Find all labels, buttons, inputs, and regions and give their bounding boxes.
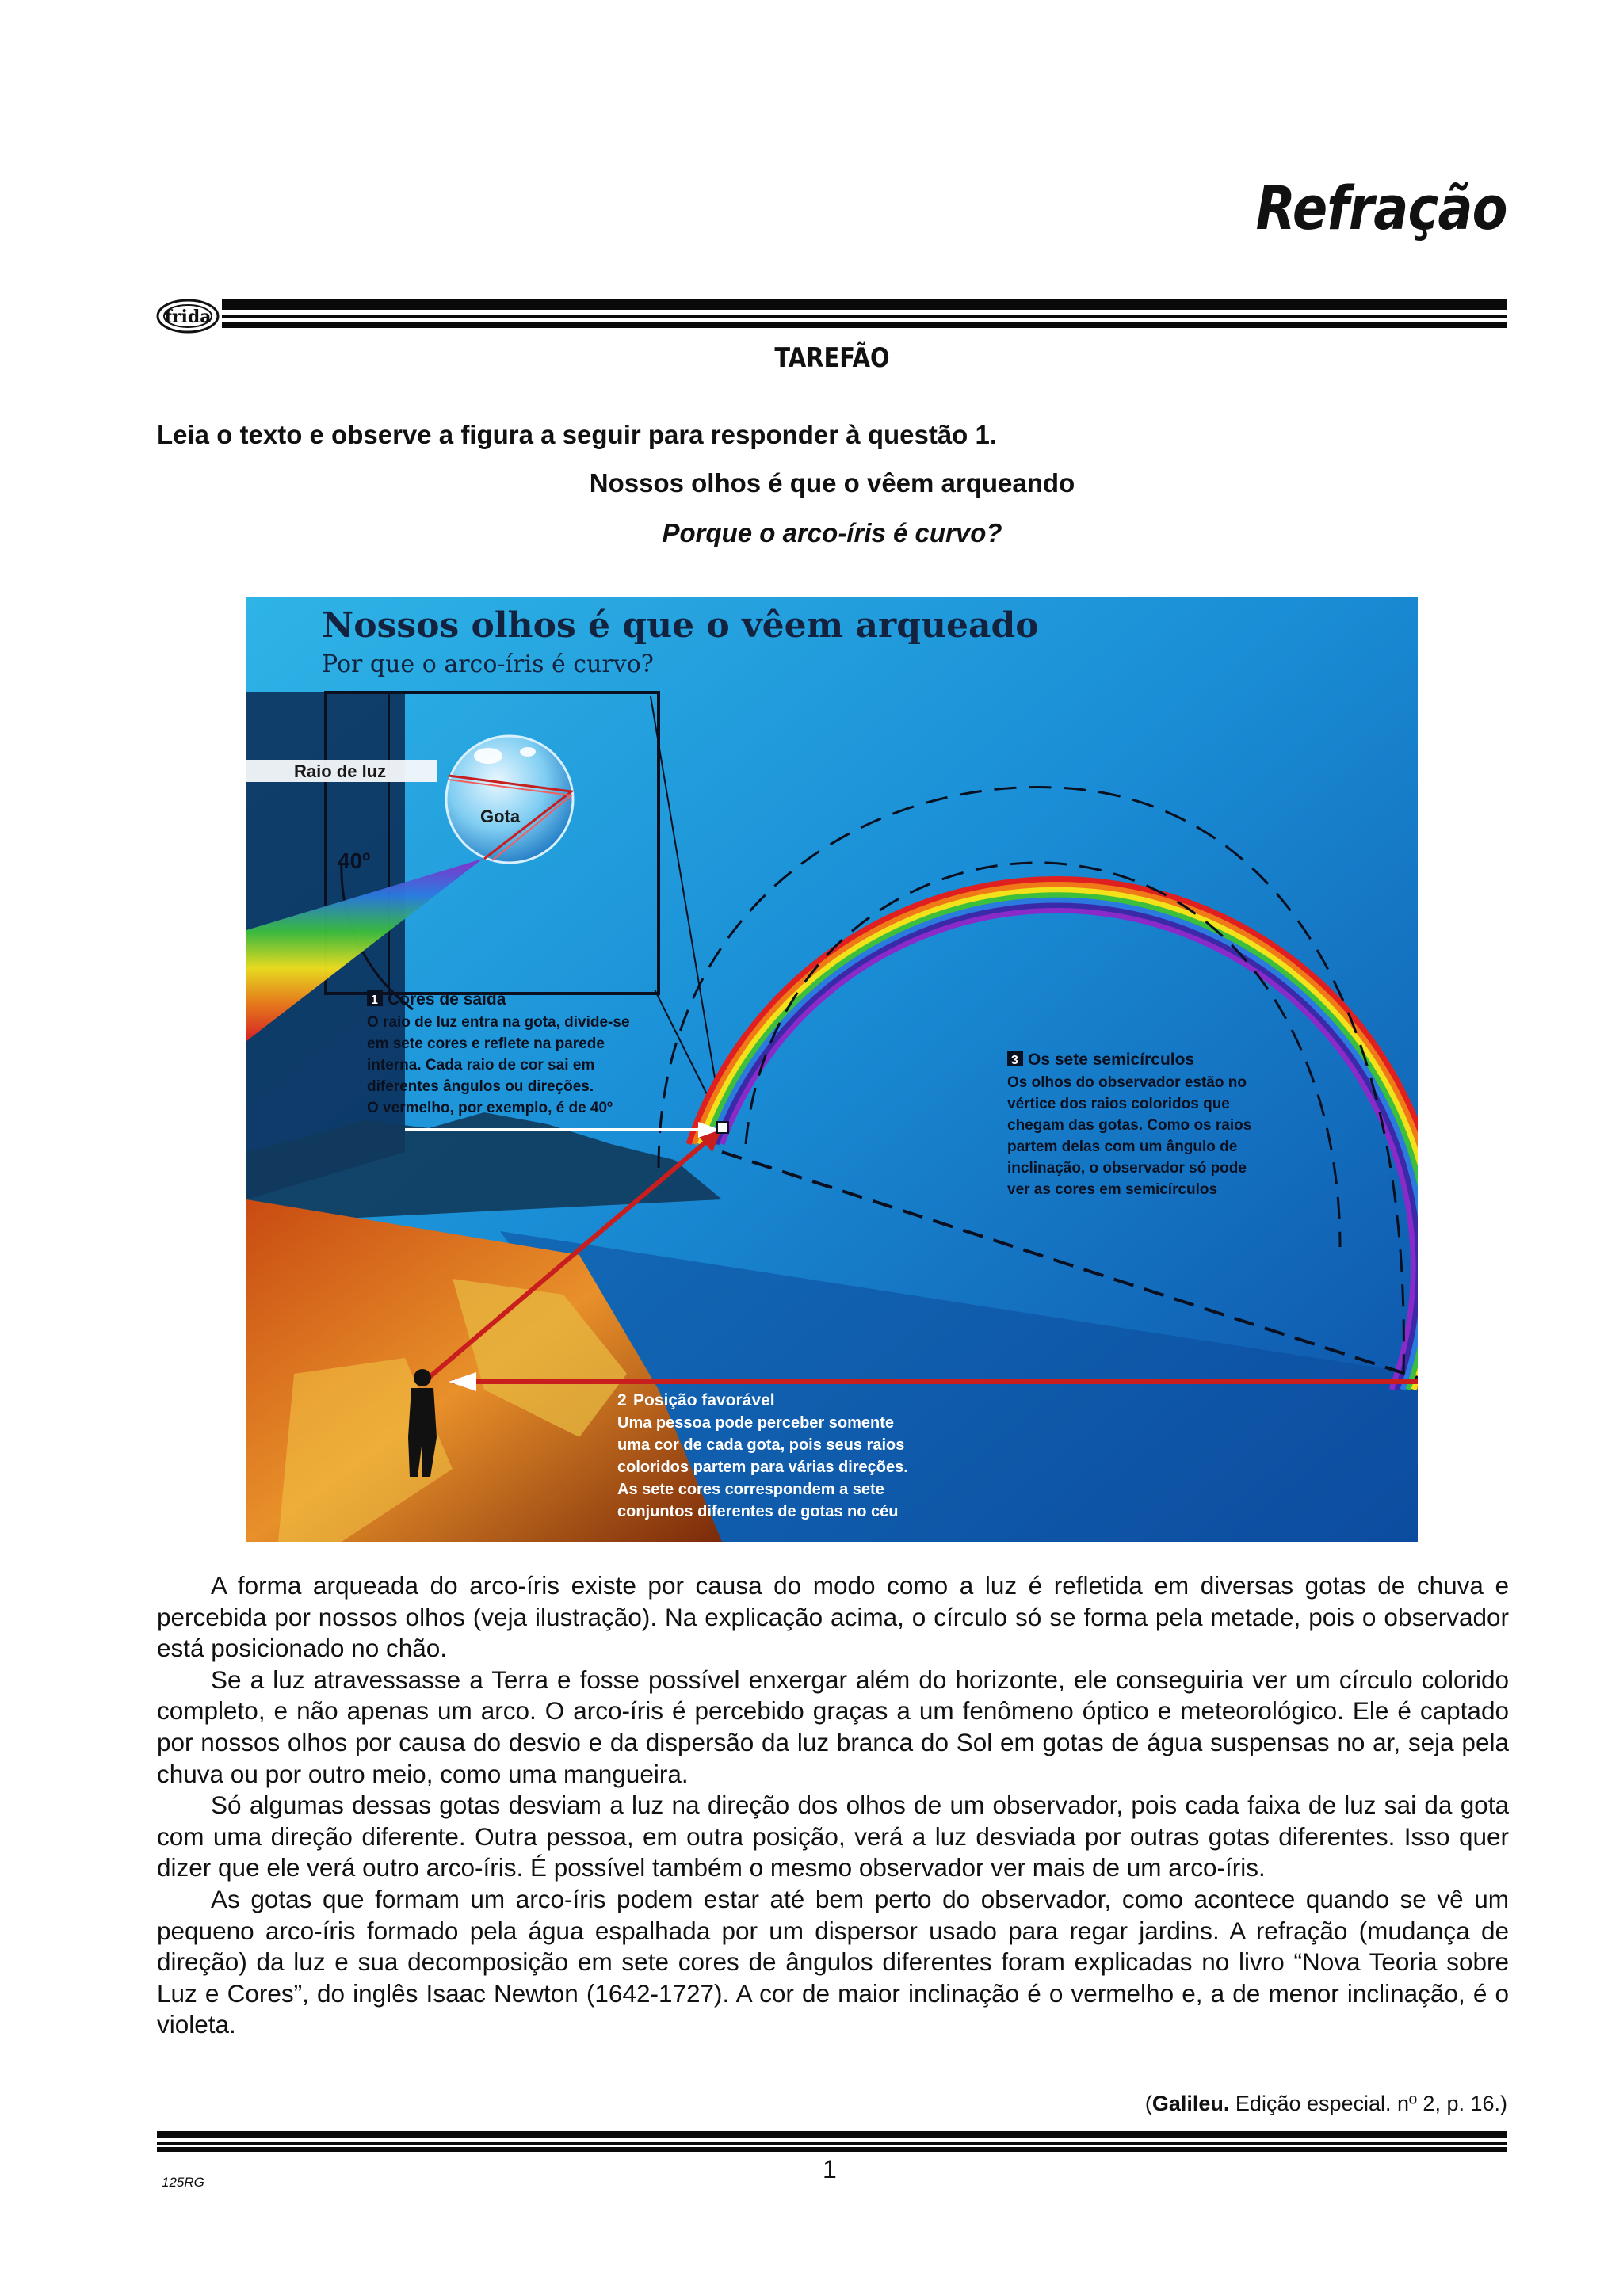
svg-text:inclinação, o observador só po: inclinação, o observador só pode (1007, 1160, 1247, 1177)
svg-text:em sete cores e reflete na par: em sete cores e reflete na parede (367, 1035, 605, 1052)
drop-label: Gota (480, 807, 521, 826)
angle-label: 40º (338, 849, 371, 873)
svg-text:O raio de luz entra na gota, d: O raio de luz entra na gota, divide-se (367, 1014, 630, 1031)
svg-text:partem delas com um ângulo de: partem delas com um ângulo de (1007, 1138, 1238, 1155)
article-body (157, 1570, 1509, 2041)
svg-text:As sete cores correspondem a s: As sete cores correspondem a sete (617, 1481, 884, 1498)
subtitle-question: Porque o arco-íris é curvo? (662, 518, 1002, 547)
figure-headline: Nossos olhos é que o vêem arqueado (322, 605, 1039, 646)
svg-text:ver as cores em semicírculos: ver as cores em semicírculos (1007, 1181, 1218, 1198)
page-title: Refração (1255, 173, 1507, 243)
footer-code: 125RG (162, 2175, 204, 2190)
paragraph: As gotas que formam um arco-íris podem estar até bem perto do observador, como acontece quando se vê um pequeno arco-íris formado pela água espalhada por um dispersor usado para regar jardins. A refração (mudança de direção) da luz e sua decomposição em sete cores de ângulos diferentes foram explicadas no livro “Nova Teoria sobre Luz e Cores”, do inglês Isaac Newton (1642-1727). A cor de maior inclinação é o vermelho e, a de menor inclinação, é o violeta. (157, 1884, 1509, 2039)
svg-text:interna. Cada raio de cor sai: interna. Cada raio de cor sai em (367, 1057, 595, 1074)
drop-marker (717, 1122, 728, 1133)
citation: (Galileu. Edição especial. nº 2, p. 16.) (1144, 2092, 1507, 2115)
rainbow-illustration (246, 597, 1418, 1542)
instruction-text: Leia o texto e observe a figura a seguir para responder à questão 1. (157, 420, 998, 449)
citation-source: Galileu. (1151, 2092, 1230, 2115)
svg-text:conjuntos diferentes de gotas: conjuntos diferentes de gotas no céu (617, 1503, 899, 1520)
header-rule (157, 299, 1507, 330)
ray-label: Raio de luz (294, 761, 387, 781)
paragraph: Se a luz atravessasse a Terra e fosse possível enxergar além do horizonte, ele conseguiria ver um círculo colorido completo, e não apenas um arco. O arco-íris é percebido graças a um fenômeno óptico e meteorológico. Ele é captado por nossos olhos por causa do desvio e da dispersão da luz branca do Sol em gotas de água suspensas no ar, seja pela chuva ou por outro meio, como uma mangueira. (157, 1665, 1509, 1788)
svg-text:3: 3 (1011, 1054, 1018, 1067)
svg-text:coloridos partem para várias d: coloridos partem para várias direções. (617, 1459, 908, 1476)
figure-question: Por que o arco-íris é curvo? (322, 650, 654, 678)
paragraph: Só algumas dessas gotas desviam a luz na direção dos olhos de um observador, pois cada faixa de luz sai da gota com uma direção diferente. Outra pessoa, em outra posição, verá a luz desviada por outras gotas diferentes. Isso quer dizer que ele verá outro arco-íris. É possível também o mesmo observador ver mais de um arco-íris. (157, 1791, 1509, 1882)
svg-text:1: 1 (371, 994, 378, 1007)
water-drop (446, 736, 573, 863)
svg-text:O vermelho, por exemplo, é de: O vermelho, por exemplo, é de 40º (367, 1100, 613, 1116)
svg-text:2: 2 (617, 1391, 627, 1409)
svg-text:Os olhos do observador estão n: Os olhos do observador estão no (1007, 1074, 1247, 1091)
svg-text:uma cor de cada gota, pois seu: uma cor de cada gota, pois seus raios (617, 1436, 905, 1454)
publisher-logo (154, 298, 222, 334)
section-label: TAREFÃO (774, 342, 890, 374)
svg-text:chegam das gotas. Como os raio: chegam das gotas. Como os raios (1007, 1117, 1252, 1134)
logo-text: frida (164, 307, 212, 327)
svg-text:Os sete semicírculos: Os sete semicírculos (1028, 1051, 1195, 1069)
subtitle-text: Nossos olhos é que o vêem arqueando (589, 468, 1075, 498)
footer-rule (157, 2131, 1507, 2152)
svg-text:Posição favorável: Posição favorável (633, 1391, 775, 1409)
page-number: 1 (823, 2155, 837, 2183)
svg-text:diferentes ângulos ou direções: diferentes ângulos ou direções. (367, 1078, 594, 1095)
svg-text:vértice dos raios coloridos qu: vértice dos raios coloridos que (1007, 1096, 1230, 1112)
paragraph: A forma arqueada do arco-íris existe por causa do modo como a luz é refletida em diversas gotas de chuva e percebida por nossos olhos (veja ilustração). Na explicação acima, o círculo só se forma pela metade, pois o observador está posicionado no chão. (157, 1571, 1509, 1663)
svg-text:Cores de saída: Cores de saída (388, 990, 506, 1009)
svg-text:Uma pessoa pode perceber somen: Uma pessoa pode perceber somente (617, 1414, 895, 1432)
